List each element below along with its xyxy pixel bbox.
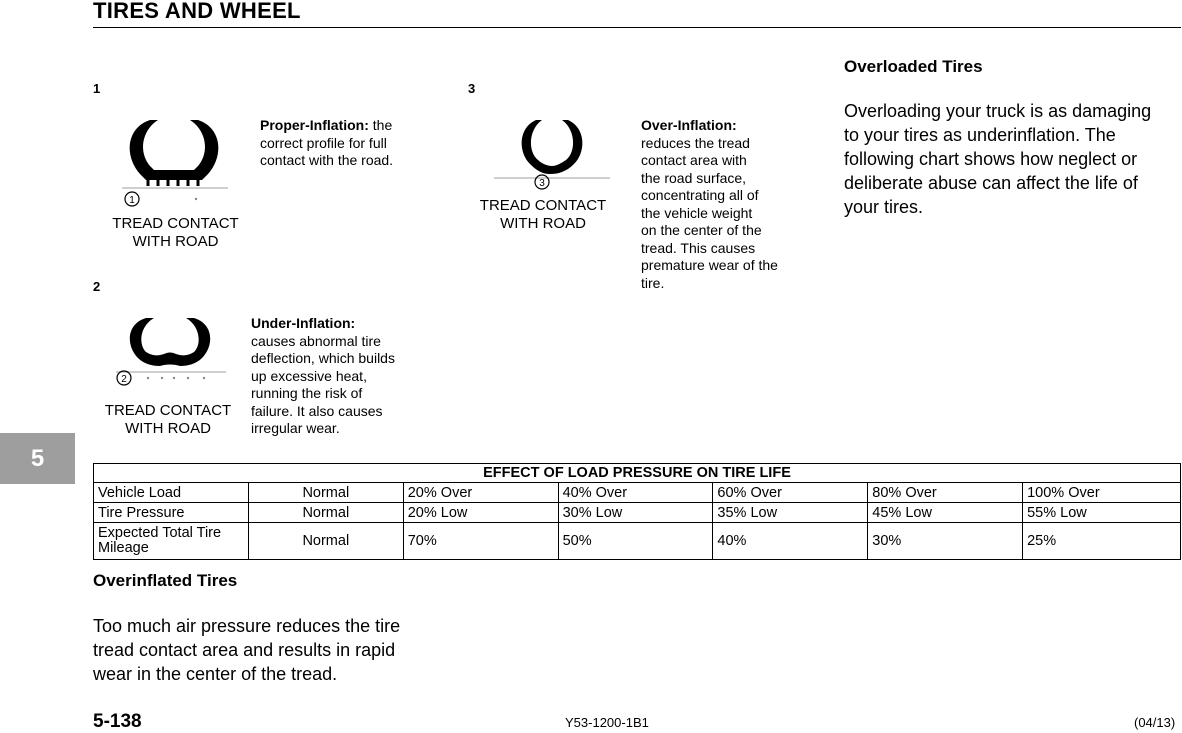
desc-text: failure. It also causes <box>251 402 383 419</box>
desc-text: causes abnormal tire <box>251 332 381 349</box>
title-divider <box>93 27 1181 28</box>
figure-2-caption <box>93 402 243 438</box>
table-cell: 40% <box>713 523 868 560</box>
table-row <box>94 523 1181 560</box>
figure-2-description <box>251 315 436 438</box>
over-inflation-tire-illustration <box>492 116 614 198</box>
paragraph-line: deliberate abuse can affect the life of <box>844 173 1138 193</box>
paragraph-line: Overloading your truck is as damaging <box>844 101 1152 121</box>
desc-text: the vehicle weight <box>641 204 753 221</box>
caption-line: WITH ROAD <box>125 420 211 437</box>
figure-3-number: 3 <box>468 81 476 96</box>
table-cell: 60% Over <box>713 483 868 503</box>
figure-3-description <box>641 117 816 292</box>
desc-title: Over-Inflation: <box>641 117 737 133</box>
table-cell: 20% Over <box>403 483 558 503</box>
table-cell: Normal <box>248 503 403 523</box>
desc-text: up excessive heat, <box>251 367 367 384</box>
table-title: EFFECT OF LOAD PRESSURE ON TIRE LIFE <box>94 464 1181 483</box>
overinflated-paragraph <box>93 614 453 686</box>
table-cell: 100% Over <box>1023 483 1181 503</box>
figure-2-number: 2 <box>93 279 101 294</box>
desc-text: reduces the tread <box>641 134 750 151</box>
overinflated-heading: Overinflated Tires <box>93 571 238 590</box>
revision-date: (04/13) <box>1134 715 1176 730</box>
table-cell: Normal <box>248 483 403 503</box>
desc-text: contact area with <box>641 152 747 168</box>
table-row <box>94 483 1181 503</box>
table-cell: 70% <box>403 523 558 560</box>
desc-text: deflection, which builds <box>251 350 395 366</box>
document-code: Y53-1200-1B1 <box>565 715 649 730</box>
proper-inflation-tire-illustration <box>118 116 230 208</box>
table-cell: Expected Total Tire Mileage <box>94 523 249 560</box>
desc-text: contact with the road. <box>260 152 394 168</box>
table-cell: 40% Over <box>558 483 713 503</box>
paragraph-line: wear in the center of the tread. <box>93 664 338 684</box>
chapter-tab: 5 <box>0 433 75 484</box>
desc-title: Under-Inflation: <box>251 315 356 331</box>
paragraph-line: tread contact area and results in rapid <box>93 640 396 660</box>
table-cell: 80% Over <box>868 483 1023 503</box>
table-cell: 25% <box>1023 523 1181 560</box>
caption-line: TREAD CONTACT <box>479 197 607 214</box>
figure-3-caption <box>468 197 618 233</box>
desc-text: correct profile for full <box>260 134 387 151</box>
table-row <box>94 503 1181 523</box>
table-cell: 30% Low <box>558 503 713 523</box>
table-cell: Normal <box>248 523 403 560</box>
paragraph-line: your tires. <box>844 197 924 217</box>
desc-text: tread. This causes <box>641 239 756 256</box>
overloaded-heading: Overloaded Tires <box>844 57 983 76</box>
caption-line: WITH ROAD <box>132 233 219 250</box>
callout-3: 3 <box>539 178 545 189</box>
caption-line: WITH ROAD <box>500 215 586 232</box>
figure-1-description <box>260 117 450 170</box>
paragraph-line: Too much air pressure reduces the tire <box>93 616 401 636</box>
table-cell: 45% Low <box>868 503 1023 523</box>
desc-text: on the center of the <box>641 222 762 238</box>
paragraph-line: following chart shows how neglect or <box>844 149 1138 169</box>
figure-1-number: 1 <box>93 81 101 96</box>
load-pressure-table <box>93 463 1181 560</box>
table-cell: 55% Low <box>1023 503 1181 523</box>
page-number: 5-138 <box>93 711 142 732</box>
figure-1-caption <box>93 215 258 251</box>
table-cell: 50% <box>558 523 713 560</box>
callout-1: 1 <box>129 195 135 206</box>
page-title: TIRES AND WHEEL <box>93 0 301 23</box>
caption-line: TREAD CONTACT <box>104 402 232 419</box>
desc-text: the road surface, <box>641 169 747 186</box>
desc-text: the <box>372 117 393 133</box>
desc-title: Proper-Inflation: <box>260 117 369 133</box>
overloaded-paragraph <box>844 99 1182 219</box>
table-cell: 30% <box>868 523 1023 560</box>
table-cell: 20% Low <box>403 503 558 523</box>
desc-text: tire. <box>641 274 665 291</box>
caption-line: TREAD CONTACT <box>112 215 239 232</box>
table-cell: Vehicle Load <box>94 483 249 503</box>
desc-text: irregular wear. <box>251 420 340 436</box>
desc-text: running the risk of <box>251 385 363 401</box>
under-inflation-tire-illustration <box>112 314 230 398</box>
desc-text: concentrating all of <box>641 187 759 203</box>
paragraph-line: to your tires as underinflation. The <box>844 125 1116 145</box>
table-cell: 35% Low <box>713 503 868 523</box>
desc-text: premature wear of the <box>641 257 778 273</box>
table-cell: Tire Pressure <box>94 503 249 523</box>
callout-2: 2 <box>121 374 127 385</box>
